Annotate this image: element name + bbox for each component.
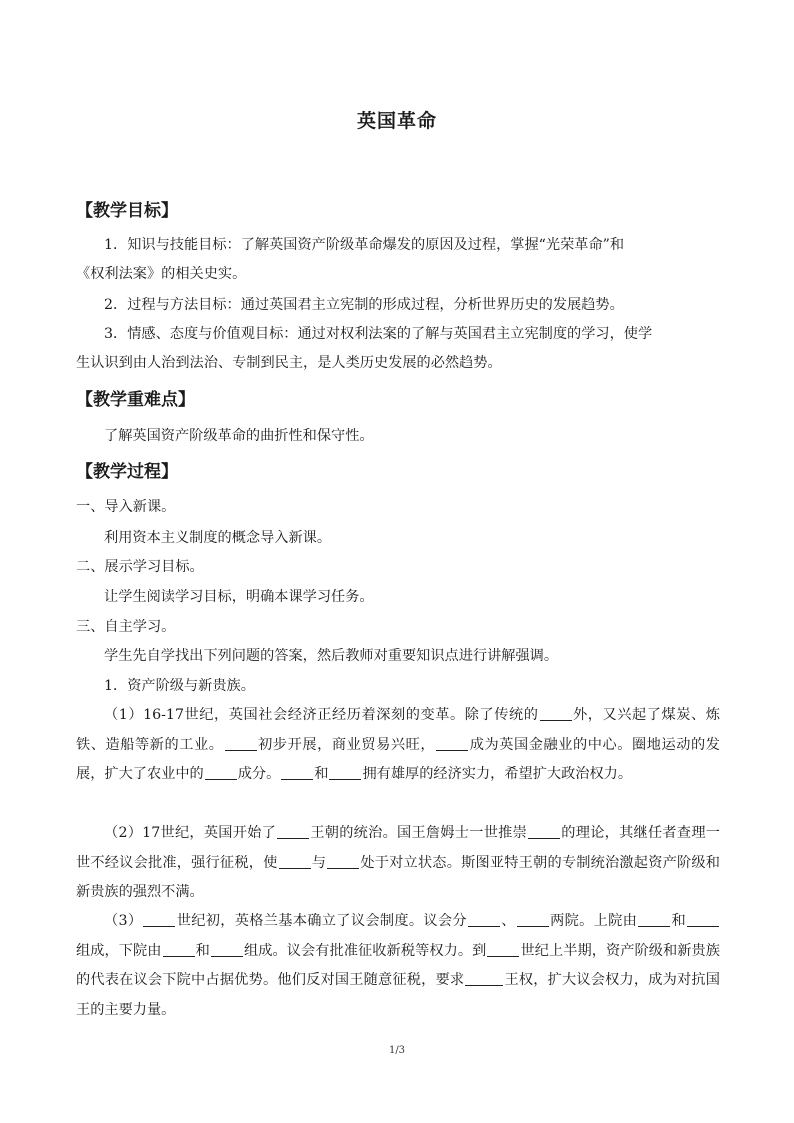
step-3-detail: 学生先自学找出下列问题的答案，然后教师对重要知识点进行讲解强调。 (104, 648, 559, 664)
objective-1-line-a: 1．知识与技能目标：了解英国资产阶级革命爆发的原因及过程，掌握“光荣革命”和 (104, 237, 625, 253)
q3-text-7: 和 (195, 942, 210, 959)
question-3-paragraph (76, 907, 720, 1025)
fill-blank[interactable] (465, 971, 503, 986)
q2-text-2: 王朝的统治。国王詹姆士一世推崇 (310, 825, 528, 841)
q2-text-4: 与 (311, 854, 327, 871)
fill-blank[interactable] (528, 824, 560, 839)
step-2-detail: 让学生阅读学习目标，明确本课学习任务。 (104, 589, 374, 605)
fill-blank[interactable] (279, 854, 311, 869)
page-title: 英国革命 (356, 110, 437, 132)
q2-text-3: 的理论，其继任者查理一世不经议会批准，强行征税，使 (76, 825, 720, 871)
fill-blank[interactable] (638, 912, 670, 927)
page-number: 1/3 (388, 1045, 406, 1056)
fill-blank[interactable] (277, 824, 309, 839)
key-points-heading: 【教学重难点】 (76, 390, 195, 410)
q1-text-2: 外，又兴起了煤炭、炼铁、造船等新的工业。 (76, 707, 720, 753)
key-points-text: 了解英国资产阶级革命的曲折性和保守性。 (104, 428, 374, 444)
q3-text-8: 组成。议会有批准征收新税等权力。到 (243, 942, 487, 959)
fill-blank[interactable] (327, 854, 359, 869)
objective-2: 2．过程与方法目标：通过英国君主立宪制的形成过程，分析世界历史的发展趋势。 (104, 297, 624, 313)
objectives-heading: 【教学目标】 (76, 201, 178, 221)
q3-text-1: （3） (104, 913, 143, 929)
q1-text-7: 拥有雄厚的经济实力，希望扩大政治权力。 (362, 766, 633, 782)
question-2-paragraph (76, 819, 720, 908)
q3-text-2: 世纪初，英格兰基本确立了议会制度。议会分 (176, 913, 467, 929)
step-1-detail: 利用资本主义制度的概念导入新课。 (104, 530, 332, 546)
fill-blank[interactable] (205, 765, 237, 780)
fill-blank[interactable] (687, 912, 719, 927)
fill-blank[interactable] (163, 942, 195, 957)
question-1-paragraph (76, 701, 720, 790)
q1-text-6: 和 (314, 766, 329, 782)
q3-text-5: 和 (671, 913, 686, 929)
fill-blank[interactable] (487, 942, 519, 957)
fill-blank[interactable] (436, 736, 468, 751)
step-3-heading: 三、自主学习。 (76, 619, 176, 635)
q1-text-5: 成分。 (237, 766, 281, 782)
q2-text-5: 处于对立状态。斯图亚特王朝的专制统治激起资产阶级和新贵族的强烈不满。 (76, 854, 720, 900)
process-heading: 【教学过程】 (76, 462, 178, 482)
objective-3-line-b: 生认识到由人治到法治、专制到民主，是人类历史发展的必然趋势。 (76, 355, 502, 371)
q3-text-4: 两院。上院由 (549, 913, 638, 929)
step-2-heading: 二、展示学习目标。 (76, 559, 204, 575)
fill-blank[interactable] (468, 912, 500, 927)
fill-blank[interactable] (329, 765, 361, 780)
fill-blank[interactable] (211, 942, 243, 957)
subsection-1-heading: 1．资产阶级与新贵族。 (104, 678, 255, 694)
q1-text-3: 初步开展，商业贸易兴旺， (257, 736, 436, 753)
q3-text-9: 世纪上半期，资产阶级和新贵族的代表在议会下院中占据优势。他们反对国王随意征税，要求 (76, 942, 720, 988)
q3-text-3: 、 (500, 913, 516, 929)
q3-text-10: 王权，扩大议会权力，成为对抗国王的主要力量。 (76, 972, 720, 1018)
fill-blank[interactable] (225, 736, 257, 751)
q3-text-6: 组成，下院由 (76, 942, 162, 959)
fill-blank[interactable] (143, 912, 175, 927)
objective-1-line-b: 《权利法案》的相关史实。 (76, 266, 247, 282)
fill-blank[interactable] (281, 765, 313, 780)
fill-blank[interactable] (517, 912, 549, 927)
fill-blank[interactable] (540, 706, 572, 721)
step-1-heading: 一、导入新课。 (76, 499, 176, 515)
objective-3-line-a: 3．情感、态度与价值观目标：通过对权利法案的了解与英国君主立宪制度的学习，使学 (104, 326, 653, 342)
q1-text-1: （1）16-17世纪，英国社会经济正经历着深刻的变革。除了传统的 (104, 707, 539, 723)
q1-text-4: 成为英国金融业的中心。圈地运动的发展，扩大了农业中的 (76, 736, 720, 782)
q2-text-1: （2）17世纪，英国开始了 (104, 825, 277, 841)
